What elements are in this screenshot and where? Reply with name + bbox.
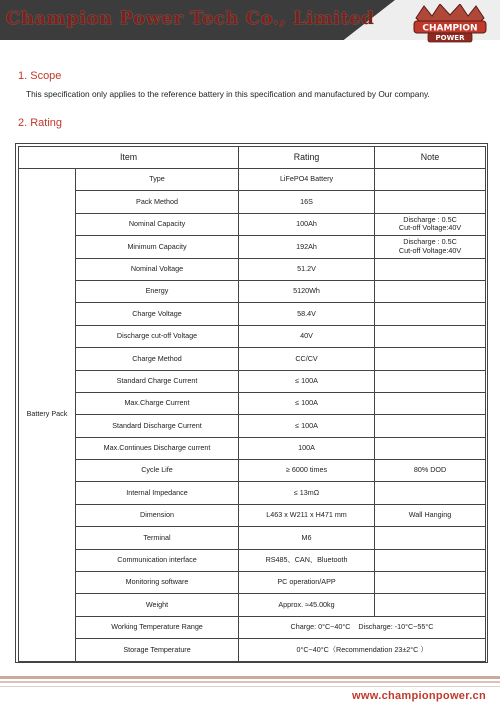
rating-cell: 100Ah [239, 213, 375, 235]
item-cell: Pack Method [76, 191, 239, 213]
scope-text: This specification only applies to the reference battery in this specification and manufactured by Our company. [26, 89, 430, 99]
rating-table [18, 146, 486, 662]
rating-cell: 100A [239, 437, 375, 459]
table-row [19, 236, 486, 258]
table-row [19, 370, 486, 392]
svg-text:CHAMPION: CHAMPION [422, 23, 478, 34]
item-cell: Charge Method [76, 348, 239, 370]
header-note: Note [375, 147, 486, 169]
item-cell: Type [76, 169, 239, 191]
table-row [19, 392, 486, 414]
table-header-row [19, 147, 486, 169]
table-row [19, 504, 486, 526]
item-cell: Nominal Capacity [76, 213, 239, 235]
item-cell: Dimension [76, 504, 239, 526]
note-line: Cut-off Voltage:40V [398, 223, 462, 233]
rating-cell: ≤ 13mΩ [239, 482, 375, 504]
note-cell [375, 415, 486, 437]
item-cell: Storage Temperature [76, 639, 239, 661]
table-row [19, 348, 486, 370]
note-cell [375, 549, 486, 571]
table-row [19, 616, 486, 638]
table-row [19, 191, 486, 213]
item-cell: Terminal [76, 527, 239, 549]
rating-cell: 16S [239, 191, 375, 213]
rating-cell: RS485、CAN、Bluetooth [239, 549, 375, 571]
rating-cell: 51.2V [239, 258, 375, 280]
rating-cell: Approx. ≈45.00kg [239, 594, 375, 616]
note-cell [375, 213, 486, 235]
rating-cell: 40V [239, 325, 375, 347]
table-row [19, 258, 486, 280]
table-row [19, 325, 486, 347]
table-row [19, 437, 486, 459]
table-row [19, 460, 486, 482]
item-cell: Working Temperature Range [76, 616, 239, 638]
note-cell [375, 572, 486, 594]
item-cell: Standard Charge Current [76, 370, 239, 392]
table-row [19, 527, 486, 549]
note-cell [375, 325, 486, 347]
rating-cell: 58.4V [239, 303, 375, 325]
rating-cell: ≤ 100A [239, 415, 375, 437]
crown-icon [416, 4, 484, 22]
table-row [19, 213, 486, 235]
note-cell [375, 169, 486, 191]
note-cell [375, 236, 486, 258]
item-cell: Minimum Capacity [76, 236, 239, 258]
note-cell [375, 392, 486, 414]
item-cell: Charge Voltage [76, 303, 239, 325]
note-cell: Wall Hanging [375, 504, 486, 526]
item-cell: Discharge cut-off Voltage [76, 325, 239, 347]
group-cell: Battery Pack [19, 169, 76, 662]
rating-cell: LiFePO4 Battery [239, 169, 375, 191]
footer-divider [0, 686, 500, 687]
note-line: Cut-off Voltage:40V [398, 245, 462, 255]
table-row [19, 415, 486, 437]
table-row [19, 169, 486, 191]
header-rating: Rating [239, 147, 375, 169]
website-link[interactable]: www.championpower.cn [352, 690, 486, 702]
rating-cell: PC operation/APP [239, 572, 375, 594]
item-cell: Nominal Voltage [76, 258, 239, 280]
item-cell: Communication interface [76, 549, 239, 571]
note-cell [375, 437, 486, 459]
rating-heading: 2. Rating [18, 117, 63, 129]
item-cell: Max.Charge Current [76, 392, 239, 414]
note-cell: 80% DOD [375, 460, 486, 482]
item-cell: Monitoring software [76, 572, 239, 594]
table-row [19, 549, 486, 571]
rating-cell: ≤ 100A [239, 370, 375, 392]
note-cell [375, 370, 486, 392]
note-cell [375, 191, 486, 213]
rating-cell: 192Ah [239, 236, 375, 258]
merged-value-cell: Charge: 0°C~40°C Discharge: -10°C~55°C [239, 616, 486, 638]
rating-cell: 5120Wh [239, 280, 375, 302]
rating-cell: ≥ 6000 times [239, 460, 375, 482]
table-row [19, 594, 486, 616]
note-line: Discharge : 0.5C [403, 237, 457, 247]
rating-cell: ≤ 100A [239, 392, 375, 414]
footer-divider [0, 681, 500, 683]
item-cell: Max.Continues Discharge current [76, 437, 239, 459]
note-cell [375, 280, 486, 302]
table-row [19, 639, 486, 661]
scope-heading: 1. Scope [18, 70, 62, 82]
item-cell: Weight [76, 594, 239, 616]
header-item: Item [19, 147, 239, 169]
table-row [19, 280, 486, 302]
merged-value-cell: 0°C~40°C（Recommendation 23±2°C ） [239, 639, 486, 661]
item-cell: Cycle Life [76, 460, 239, 482]
table-row [19, 482, 486, 504]
note-cell [375, 303, 486, 325]
table-row [19, 572, 486, 594]
footer-divider [0, 676, 500, 679]
item-cell: Energy [76, 280, 239, 302]
champion-power-logo [410, 4, 490, 48]
note-cell [375, 527, 486, 549]
rating-cell: M6 [239, 527, 375, 549]
company-name: Champion Power Tech Co., Limited [6, 8, 375, 29]
svg-text:POWER: POWER [435, 34, 465, 42]
note-cell [375, 348, 486, 370]
rating-cell: L463 x W211 x H471 mm [239, 504, 375, 526]
note-line: Discharge : 0.5C [403, 214, 457, 224]
note-cell [375, 258, 486, 280]
item-cell: Internal Impedance [76, 482, 239, 504]
rating-cell: CC/CV [239, 348, 375, 370]
table-row [19, 303, 486, 325]
note-cell [375, 594, 486, 616]
item-cell: Standard Discharge Current [76, 415, 239, 437]
note-cell [375, 482, 486, 504]
